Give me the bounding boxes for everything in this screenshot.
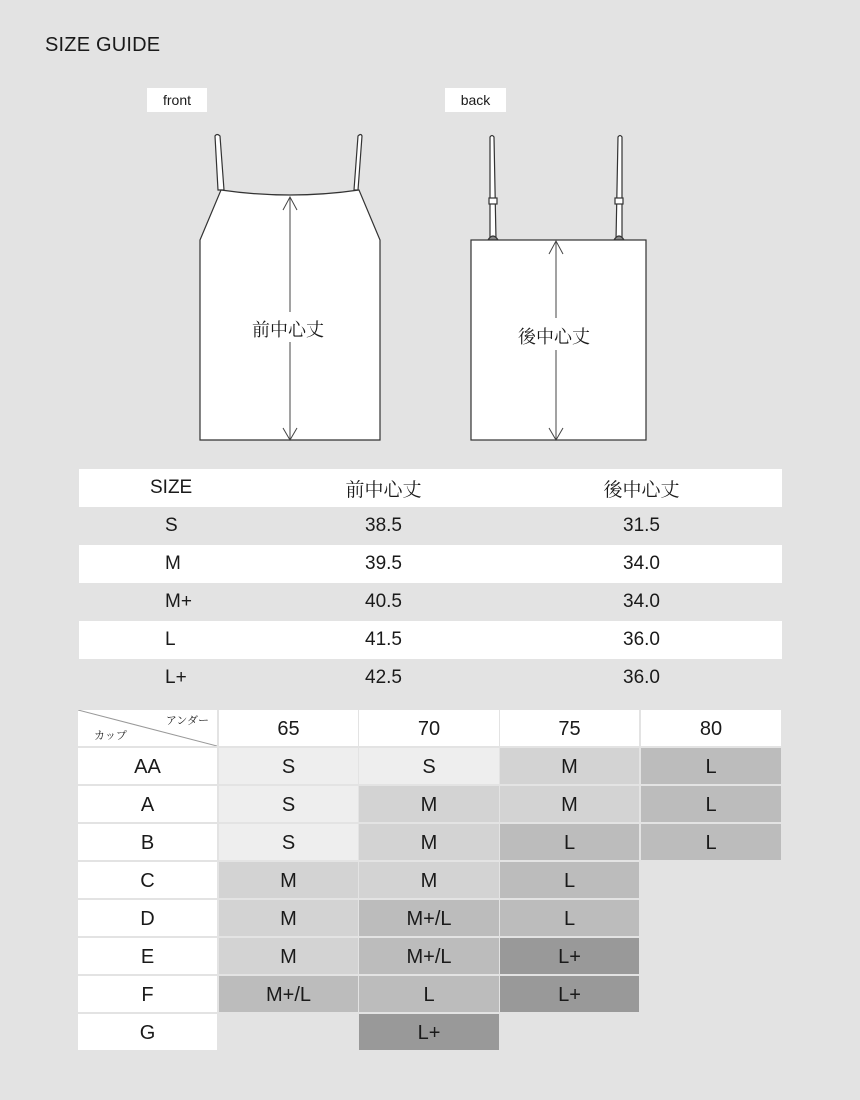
- cup-row-header: G: [78, 1014, 217, 1050]
- cup-row-header: AA: [78, 748, 217, 784]
- size-recommendation-cell: L: [641, 748, 781, 784]
- back-length-cell: 36.0: [501, 621, 782, 659]
- size-recommendation-cell: M: [219, 938, 358, 974]
- front-length-cell: 39.5: [266, 545, 501, 583]
- size-recommendation-cell: M: [219, 900, 358, 936]
- size-cell: L: [79, 621, 266, 659]
- under-size-header: 70: [359, 710, 499, 746]
- cup-row-header: A: [78, 786, 217, 822]
- size-cell: M+: [165, 591, 192, 612]
- front-length-cell: 42.5: [365, 667, 402, 688]
- back-length-cell: 36.0: [623, 667, 660, 688]
- size-recommendation-cell: L: [641, 786, 781, 822]
- size-cell: M: [79, 545, 266, 583]
- table-row: [79, 545, 782, 583]
- front-tag: front: [147, 88, 207, 112]
- size-recommendation-cell: L+: [500, 938, 639, 974]
- front-length-label: 前中心丈: [250, 316, 326, 342]
- size-cell: L+: [165, 667, 187, 688]
- table-header-row: [79, 469, 782, 507]
- back-length-cell: 34.0: [623, 591, 660, 612]
- page-title: SIZE GUIDE: [45, 34, 161, 56]
- size-recommendation-cell: L: [500, 824, 639, 860]
- back-length-cell: 34.0: [501, 545, 782, 583]
- size-recommendation-cell: M: [500, 786, 639, 822]
- header-back-length: 後中心丈: [501, 469, 782, 507]
- header-size: SIZE: [79, 469, 266, 507]
- size-recommendation-cell: L+: [359, 1014, 499, 1050]
- size-recommendation-cell: L+: [500, 976, 639, 1012]
- corner-header-cell: [78, 710, 217, 746]
- under-size-header: 75: [500, 710, 639, 746]
- front-length-cell: 40.5: [365, 591, 402, 612]
- size-recommendation-cell: M: [219, 862, 358, 898]
- table-row: [79, 659, 782, 697]
- size-recommendation-cell: L: [359, 976, 499, 1012]
- back-length-label: 後中心丈: [516, 323, 592, 349]
- size-recommendation-cell: M: [500, 748, 639, 784]
- under-size-header: 80: [641, 710, 781, 746]
- back-tag: back: [445, 88, 506, 112]
- measurement-table: [79, 469, 782, 697]
- garment-diagram: [0, 0, 860, 460]
- cup-row-header: D: [78, 900, 217, 936]
- table-row: [79, 507, 782, 545]
- size-recommendation-cell: M+/L: [219, 976, 358, 1012]
- back-length-cell: 31.5: [623, 515, 660, 536]
- cup-row-header: C: [78, 862, 217, 898]
- header-front-length: 前中心丈: [266, 469, 501, 507]
- cup-row-header: B: [78, 824, 217, 860]
- front-length-cell: 38.5: [365, 515, 402, 536]
- size-cell: S: [165, 515, 178, 536]
- size-recommendation-cell: M: [359, 786, 499, 822]
- size-recommendation-cell: S: [219, 824, 358, 860]
- front-length-cell: 41.5: [266, 621, 501, 659]
- size-recommendation-cell: L: [500, 862, 639, 898]
- size-recommendation-cell: M+/L: [359, 900, 499, 936]
- size-recommendation-cell: M+/L: [359, 938, 499, 974]
- size-recommendation-cell: M: [359, 862, 499, 898]
- under-size-header: 65: [219, 710, 358, 746]
- under-label: アンダー: [165, 715, 209, 727]
- size-recommendation-cell: S: [359, 748, 499, 784]
- back-garment-illustration: [471, 136, 646, 441]
- size-recommendation-cell: L: [500, 900, 639, 936]
- table-row: [79, 583, 782, 621]
- cup-row-header: E: [78, 938, 217, 974]
- cup-row-header: F: [78, 976, 217, 1012]
- size-recommendation-cell: S: [219, 748, 358, 784]
- size-recommendation-cell: M: [359, 824, 499, 860]
- size-recommendation-cell: L: [641, 824, 781, 860]
- table-row: [79, 621, 782, 659]
- size-recommendation-cell: S: [219, 786, 358, 822]
- cup-label: カップ: [94, 730, 127, 742]
